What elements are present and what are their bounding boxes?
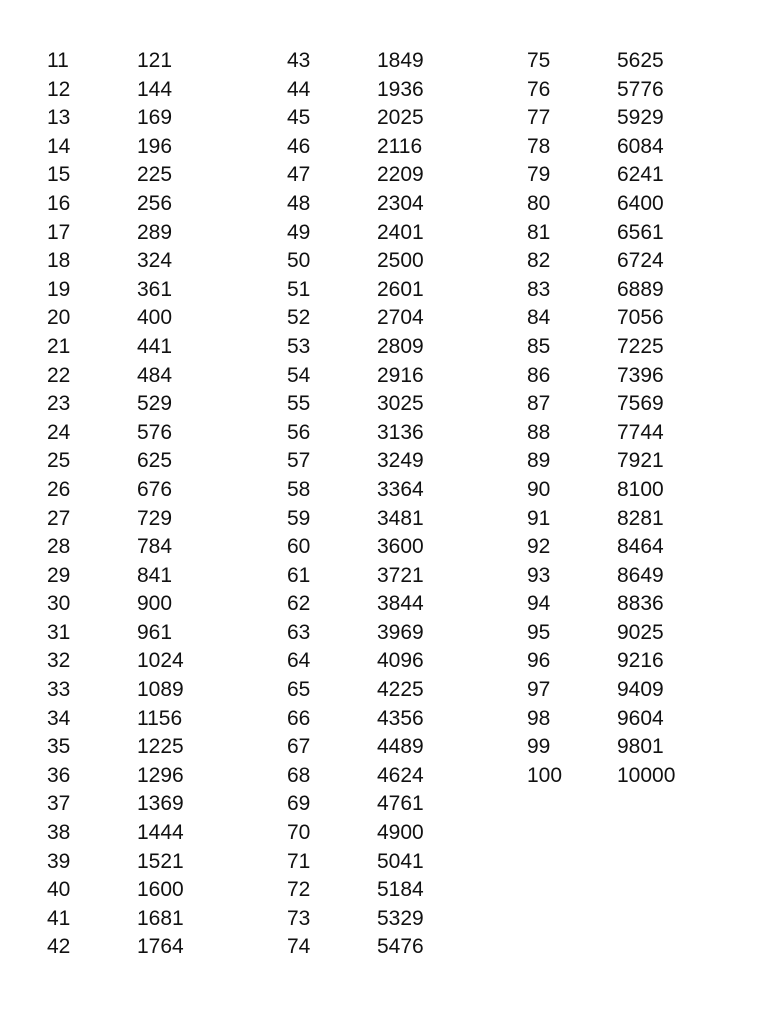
number-cell: 43 [287,49,311,72]
square-cell: 4761 [377,792,424,816]
number-cell: 59 [287,506,311,530]
number-cell: 84 [527,306,551,330]
square-cell: 441 [137,334,173,358]
square-cell: 256 [137,191,173,215]
number-cell: 31 [47,620,71,644]
number-cell: 90 [527,477,551,501]
number-cell: 42 [47,935,71,959]
square-cell: 6889 [617,277,664,301]
square-cell: 3969 [377,620,424,644]
square-cell: 1600 [137,878,184,902]
number-cell: 74 [287,935,311,959]
square-cell: 4900 [377,821,424,845]
number-cell: 76 [527,77,551,101]
square-cell: 784 [137,535,173,559]
number-cell: 13 [47,106,71,130]
number-cell: 64 [287,649,311,673]
number-cell: 65 [287,678,311,702]
square-cell: 2916 [377,363,424,387]
number-cell: 78 [527,134,551,158]
square-cell: 841 [137,563,173,587]
number-cell: 23 [47,392,71,416]
square-cell: 7056 [617,306,664,330]
square-cell: 4096 [377,649,424,673]
number-cell: 93 [527,563,551,587]
square-cell: 3249 [377,449,424,473]
square-cell: 8464 [617,535,664,559]
square-cell: 5625 [617,49,664,72]
number-cell: 58 [287,477,311,501]
square-cell: 121 [137,49,173,72]
number-cell: 89 [527,449,551,473]
square-cell: 2025 [377,106,424,130]
square-cell: 8649 [617,563,664,587]
number-cell: 54 [287,363,311,387]
number-cell: 72 [287,878,311,902]
square-cell: 400 [137,306,173,330]
square-cell: 1849 [377,49,424,72]
square-cell: 144 [137,77,173,101]
number-cell: 35 [47,735,71,759]
number-cell: 81 [527,220,551,244]
number-cell: 88 [527,420,551,444]
square-cell: 7569 [617,392,664,416]
number-cell: 73 [287,906,311,930]
number-cell: 53 [287,334,311,358]
number-cell: 94 [527,592,551,616]
square-cell: 289 [137,220,173,244]
number-cell: 15 [47,163,71,187]
square-cell: 4624 [377,763,424,787]
number-cell: 20 [47,306,71,330]
square-cell: 9801 [617,735,664,759]
square-cell: 10000 [617,763,676,787]
number-cell: 67 [287,735,311,759]
square-cell: 729 [137,506,173,530]
number-cell: 98 [527,706,551,730]
number-cell: 70 [287,821,311,845]
number-cell: 63 [287,620,311,644]
number-cell: 75 [527,49,551,72]
number-cell: 30 [47,592,71,616]
number-cell: 41 [47,906,71,930]
number-cell: 85 [527,334,551,358]
square-cell: 9216 [617,649,664,673]
number-cell: 44 [287,77,311,101]
number-cell: 40 [47,878,71,902]
square-cell: 9604 [617,706,664,730]
number-cell: 80 [527,191,551,215]
square-cell: 5184 [377,878,424,902]
number-cell: 25 [47,449,71,473]
square-cell: 5041 [377,849,424,873]
number-cell: 61 [287,563,311,587]
number-cell: 29 [47,563,71,587]
number-cell: 11 [47,49,69,72]
number-cell: 71 [287,849,311,873]
square-cell: 3721 [377,563,424,587]
number-cell: 51 [287,277,311,301]
number-cell: 91 [527,506,551,530]
square-cell: 1089 [137,678,184,702]
square-cell: 1024 [137,649,184,673]
square-cell: 7921 [617,449,664,473]
square-cell: 2704 [377,306,424,330]
number-cell: 48 [287,191,311,215]
square-cell: 2209 [377,163,424,187]
number-cell: 55 [287,392,311,416]
square-cell: 3844 [377,592,424,616]
number-cell: 66 [287,706,311,730]
square-cell: 196 [137,134,173,158]
number-cell: 68 [287,763,311,787]
square-cell: 1681 [137,906,184,930]
square-cell: 9025 [617,620,664,644]
number-cell: 37 [47,792,71,816]
square-cell: 961 [137,620,173,644]
square-cell: 2601 [377,277,424,301]
square-cell: 3481 [377,506,424,530]
number-cell: 50 [287,249,311,273]
square-cell: 5776 [617,77,664,101]
square-cell: 484 [137,363,173,387]
square-cell: 1225 [137,735,184,759]
number-cell: 99 [527,735,551,759]
square-cell: 2401 [377,220,424,244]
square-cell: 676 [137,477,173,501]
square-cell: 8281 [617,506,664,530]
square-cell: 2809 [377,334,424,358]
square-cell: 6241 [617,163,664,187]
number-cell: 96 [527,649,551,673]
number-cell: 60 [287,535,311,559]
number-cell: 39 [47,849,71,873]
number-cell: 52 [287,306,311,330]
number-cell: 22 [47,363,71,387]
number-cell: 12 [47,77,71,101]
square-cell: 8836 [617,592,664,616]
square-cell: 169 [137,106,173,130]
square-cell: 1296 [137,763,184,787]
number-cell: 97 [527,678,551,702]
square-cell: 1936 [377,77,424,101]
square-cell: 2500 [377,249,424,273]
square-cell: 1444 [137,821,184,845]
square-cell: 324 [137,249,173,273]
square-cell: 5329 [377,906,424,930]
square-cell: 225 [137,163,173,187]
number-cell: 69 [287,792,311,816]
square-cell: 5476 [377,935,424,959]
number-cell: 77 [527,106,551,130]
square-cell: 6561 [617,220,664,244]
square-cell: 576 [137,420,173,444]
number-cell: 92 [527,535,551,559]
square-cell: 4356 [377,706,424,730]
number-cell: 49 [287,220,311,244]
number-cell: 100 [527,763,563,787]
square-cell: 5929 [617,106,664,130]
number-cell: 33 [47,678,71,702]
number-cell: 45 [287,106,311,130]
number-cell: 21 [47,334,71,358]
number-cell: 46 [287,134,311,158]
number-cell: 36 [47,763,71,787]
square-cell: 2116 [377,134,423,158]
number-cell: 79 [527,163,551,187]
number-cell: 87 [527,392,551,416]
square-cell: 625 [137,449,173,473]
square-cell: 4489 [377,735,424,759]
square-cell: 7396 [617,363,664,387]
number-cell: 27 [47,506,71,530]
square-cell: 7744 [617,420,664,444]
number-cell: 82 [527,249,551,273]
number-cell: 16 [47,191,71,215]
square-cell: 529 [137,392,173,416]
square-cell: 8100 [617,477,664,501]
number-cell: 83 [527,277,551,301]
number-cell: 26 [47,477,71,501]
square-cell: 361 [137,277,173,301]
number-cell: 86 [527,363,551,387]
square-cell: 3364 [377,477,424,501]
square-cell: 3136 [377,420,424,444]
number-cell: 32 [47,649,71,673]
square-cell: 1369 [137,792,184,816]
square-cell: 2304 [377,191,424,215]
square-cell: 6400 [617,191,664,215]
square-cell: 7225 [617,334,664,358]
number-cell: 57 [287,449,311,473]
number-cell: 95 [527,620,551,644]
number-cell: 28 [47,535,71,559]
square-cell: 4225 [377,678,424,702]
square-cell: 3025 [377,392,424,416]
number-cell: 34 [47,706,71,730]
square-cell: 3600 [377,535,424,559]
square-cell: 6724 [617,249,664,273]
number-cell: 19 [47,277,71,301]
number-cell: 38 [47,821,71,845]
square-cell: 1521 [137,849,184,873]
number-cell: 14 [47,134,71,158]
square-cell: 900 [137,592,173,616]
number-cell: 62 [287,592,311,616]
number-cell: 47 [287,163,311,187]
number-cell: 18 [47,249,71,273]
square-cell: 1764 [137,935,184,959]
square-cell: 6084 [617,134,664,158]
square-cell: 9409 [617,678,664,702]
square-cell: 1156 [137,706,183,730]
number-cell: 24 [47,420,71,444]
number-cell: 56 [287,420,311,444]
number-cell: 17 [47,220,71,244]
